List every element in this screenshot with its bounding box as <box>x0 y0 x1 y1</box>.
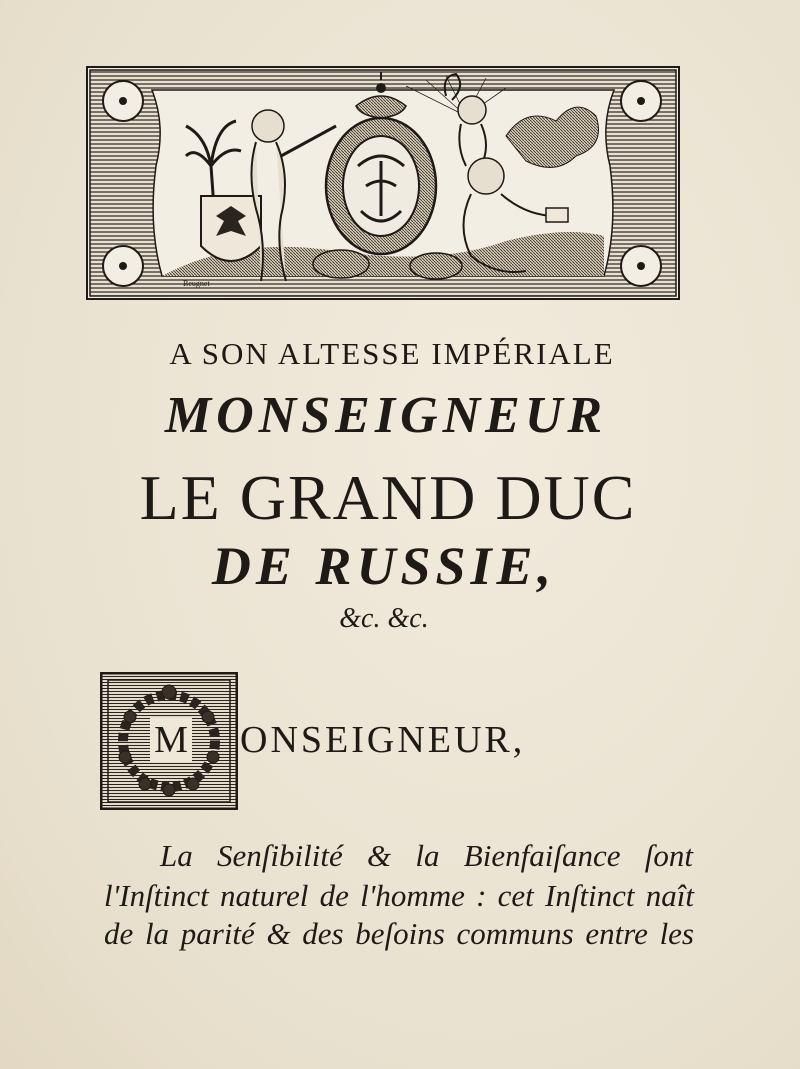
dedication-line-1: A SON ALTESSE IMPÉRIALE <box>169 336 615 371</box>
dedication-line-4: DE RUSSIE, <box>211 536 557 596</box>
dedication-line-2: MONSEIGNEUR <box>164 387 608 444</box>
engraved-headpiece <box>86 66 680 300</box>
engraver-signature: Beugnet <box>183 279 210 288</box>
corner-rosette-icon <box>621 246 661 286</box>
double-eagle-shield-icon <box>201 196 261 261</box>
dedication-line-3: LE GRAND DUC <box>139 462 637 533</box>
corner-rosette-icon <box>103 246 143 286</box>
drop-cap-initial: M <box>150 718 192 762</box>
salutation-text: ONSEIGNEUR, <box>240 719 526 761</box>
body-text-line-1: La Senſibilité & la Bienfaiſance ſont <box>160 838 693 873</box>
corner-rosette-icon <box>103 81 143 121</box>
dedication-line-5: &c. &c. <box>339 603 429 634</box>
body-text-line-3: de la parité & des beſoins communs entre les <box>104 916 694 951</box>
body-text-line-2: l'Inſtinct naturel de l'homme : cet Inſtinct naît <box>104 878 694 913</box>
corner-rosette-icon <box>621 81 661 121</box>
